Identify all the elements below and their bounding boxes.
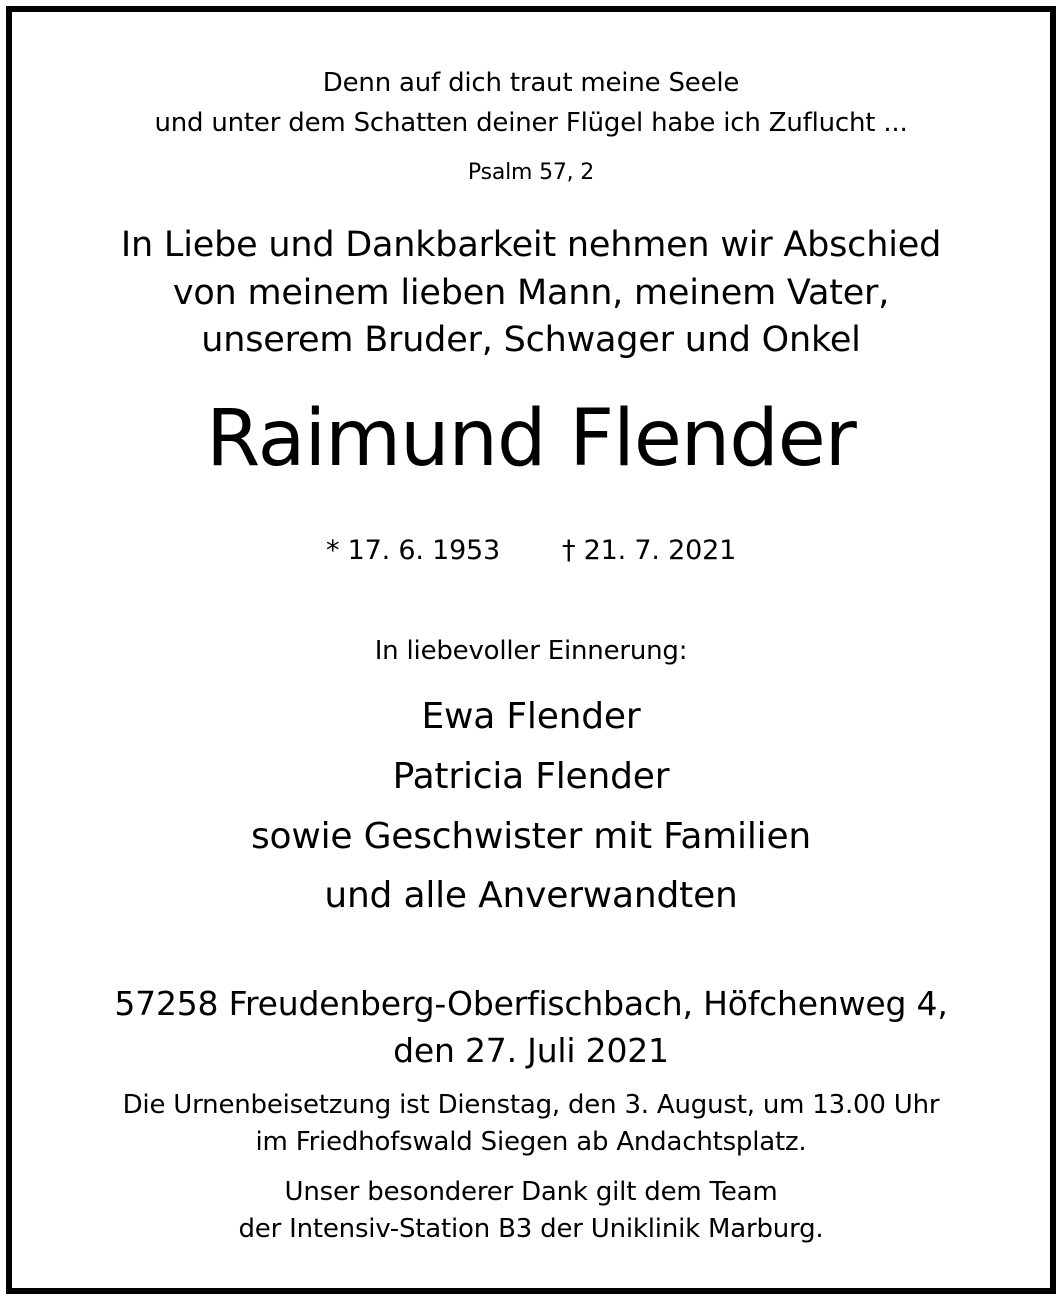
- verse-line-2: und unter dem Schatten deiner Flügel habe ich Zuflucht ...: [154, 108, 908, 138]
- mourner-name: sowie Geschwister mit Familien: [250, 816, 812, 857]
- address-date: den 27. Juli 2021: [393, 1031, 669, 1070]
- address-line-1: 57258 Freudenberg-Oberfischbach, Höfchenweg 4,: [114, 984, 948, 1023]
- obituary-notice: [6, 6, 1056, 1294]
- verse-reference: Psalm 57, 2: [467, 160, 595, 185]
- burial-line-2: im Friedhofswald Siegen ab Andachtsplatz.: [255, 1127, 807, 1157]
- death-date: † 21. 7. 2021: [562, 535, 737, 566]
- deceased-name: Raimund Flender: [206, 394, 856, 484]
- intro-line-3: unserem Bruder, Schwager und Onkel: [201, 320, 861, 360]
- mourner-name: und alle Anverwandten: [324, 875, 738, 916]
- birth-date: * 17. 6. 1953: [325, 535, 500, 566]
- mourner-name: Ewa Flender: [421, 696, 641, 737]
- mourner-name: Patricia Flender: [392, 756, 670, 797]
- burial-line-1: Die Urnenbeisetzung ist Dienstag, den 3. August, um 13.00 Uhr: [122, 1090, 940, 1120]
- remembrance-heading: In liebevoller Einnerung:: [374, 636, 688, 666]
- life-dates: [12, 537, 1050, 564]
- verse-line-1: Denn auf dich traut meine Seele: [322, 68, 740, 98]
- intro-line-1: In Liebe und Dankbarkeit nehmen wir Abschied: [120, 225, 942, 265]
- intro-line-2: von meinem lieben Mann, meinem Vater,: [172, 273, 890, 313]
- thanks-line-1: Unser besonderer Dank gilt dem Team: [284, 1177, 778, 1207]
- thanks-line-2: der Intensiv-Station B3 der Uniklinik Marburg.: [238, 1214, 824, 1244]
